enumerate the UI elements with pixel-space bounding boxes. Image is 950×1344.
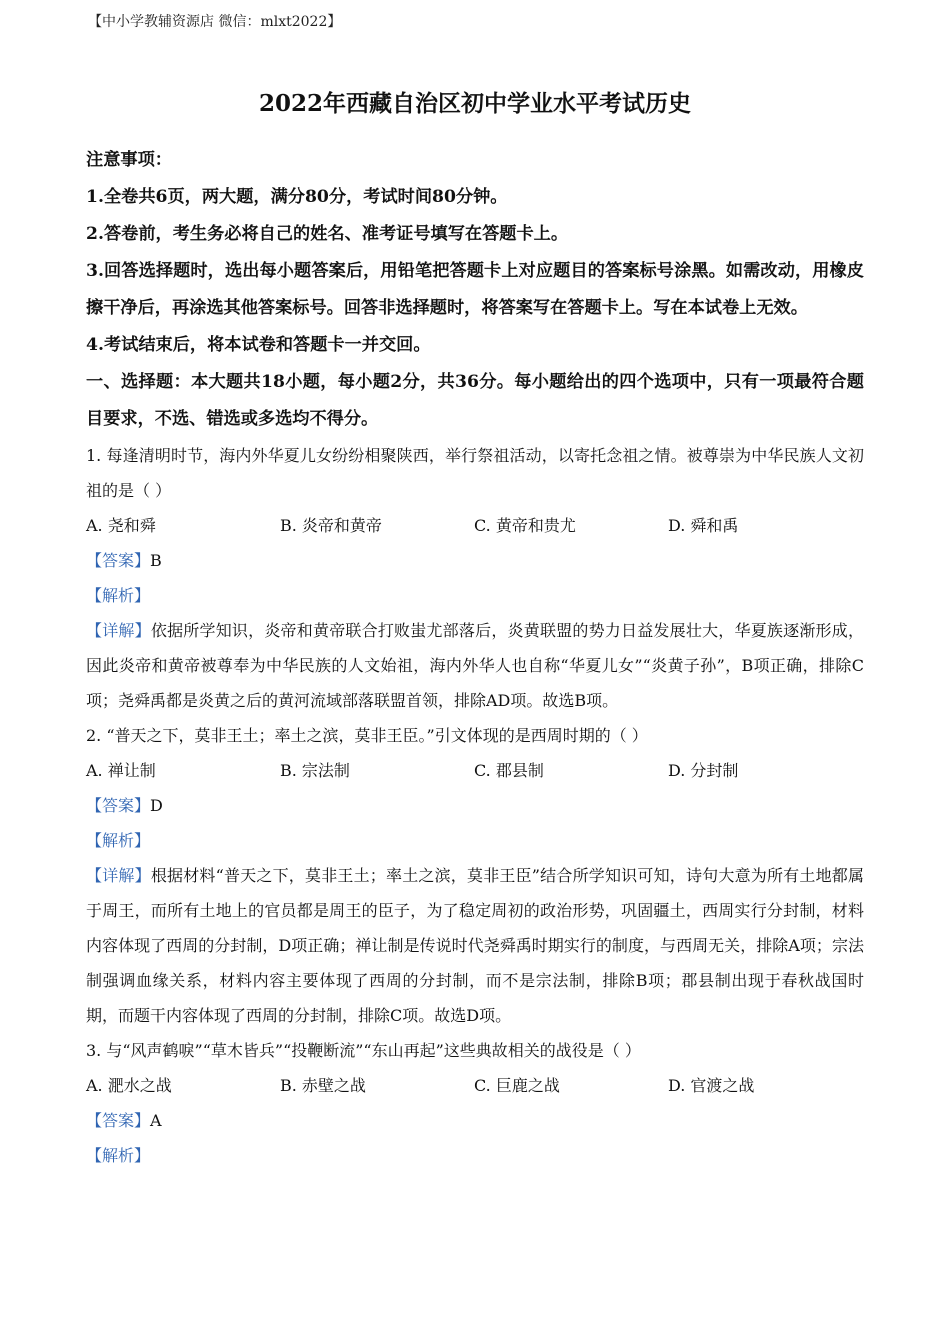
answer-value: B — [150, 551, 162, 570]
question-3-option-a: A. 淝水之战 — [86, 1076, 172, 1095]
answer-value: A — [150, 1111, 162, 1130]
section-1-heading: 一、选择题：本大题共18小题，每小题2分，共36分。每小题给出的四个选项中，只有一项最符合题目要求，不选、错选或多选均不得分。 — [86, 372, 864, 429]
question-2-stem: 2. “普天之下，莫非王土；率土之滨，莫非王臣。”引文体现的是西周时期的（ ） — [86, 726, 648, 745]
answer-label: 【答案】 — [86, 551, 151, 570]
header-note: 【中小学教辅资源店 微信：mlxt2022】 — [88, 14, 342, 30]
page-title: 2022年西藏自治区初中学业水平考试历史 — [258, 90, 691, 117]
detail-text: 根据材料“普天之下，莫非王土；率土之滨，莫非王臣”结合所学知识可知，诗句大意为所有土地都属于周王，而所有土地上的官员都是周王的臣子，为了稳定周初的政治形势，巩固疆土，西周实行分封制，材料内容体现了西周的分封制，D项正确；禅让制是传说时代尧舜禹时期实行的制度，与西周无关，排除A项；宗法制强调血缘关系，材料内容主要体现了西周的分封制，而不是宗法制，排除B项；郡县制出现于春秋战国时期，而题干内容体现了西周的分封制，排除C项。故选D项。 — [86, 866, 864, 1025]
question-1-analysis-label: 【解析】 — [86, 586, 151, 605]
question-2-detail — [86, 858, 864, 1033]
question-3-option-c: C. 巨鹿之战 — [474, 1076, 560, 1095]
note-4: 4.考试结束后，将本试卷和答题卡一并交回。 — [86, 335, 431, 355]
question-2-option-c: C. 郡县制 — [474, 761, 544, 780]
document-body — [86, 142, 864, 1173]
question-1-option-a: A. 尧和舜 — [86, 516, 156, 535]
question-3-stem: 3. 与“风声鹤唳”“草木皆兵”“投鞭断流”“东山再起”这些典故相关的战役是（ ） — [86, 1041, 641, 1060]
notes-heading: 注意事项： — [86, 150, 172, 170]
question-2-analysis-label: 【解析】 — [86, 831, 151, 850]
note-1: 1.全卷共6页，两大题，满分80分，考试时间80分钟。 — [86, 187, 508, 207]
question-3-option-b: B. 赤壁之战 — [280, 1076, 366, 1095]
note-3: 3.回答选择题时，选出每小题答案后，用铅笔把答题卡上对应题目的答案标号涂黑。如需改动，用橡皮擦干净后，再涂选其他答案标号。回答非选择题时，将答案写在答题卡上。写在本试卷上无效。 — [86, 261, 864, 318]
question-2-answer — [86, 788, 864, 823]
detail-label: 【详解】 — [86, 866, 151, 885]
question-1-stem: 1. 每逢清明时节，海内外华夏儿女纷纷相聚陕西，举行祭祖活动，以寄托念祖之情。被尊崇为中华民族人文初祖的是（ ） — [86, 446, 864, 500]
question-2-options — [86, 753, 864, 788]
question-1-detail — [86, 613, 864, 718]
question-3-options — [86, 1068, 864, 1103]
question-3-analysis-label: 【解析】 — [86, 1146, 151, 1165]
answer-value: D — [150, 796, 163, 815]
question-1-option-b: B. 炎帝和黄帝 — [280, 516, 382, 535]
question-1-answer — [86, 543, 864, 578]
detail-text: 依据所学知识，炎帝和黄帝联合打败蚩尤部落后，炎黄联盟的势力日益发展壮大，华夏族逐渐形成，因此炎帝和黄帝被尊奉为中华民族的人文始祖，海内外华人也自称“华夏儿女”“炎黄子孙”，B项正确，排除C项；尧舜禹都是炎黄之后的黄河流域部落联盟首领，排除AD项。故选B项。 — [86, 621, 864, 710]
question-1-option-c: C. 黄帝和贵尤 — [474, 516, 576, 535]
answer-label: 【答案】 — [86, 1111, 151, 1130]
question-2-option-b: B. 宗法制 — [280, 761, 350, 780]
detail-label: 【详解】 — [86, 621, 151, 640]
question-1-options — [86, 508, 864, 543]
question-1-option-d: D. 舜和禹 — [668, 516, 739, 535]
question-2-option-d: D. 分封制 — [668, 761, 739, 780]
question-3-answer — [86, 1103, 864, 1138]
question-3-option-d: D. 官渡之战 — [668, 1076, 755, 1095]
answer-label: 【答案】 — [86, 796, 151, 815]
question-2-option-a: A. 禅让制 — [86, 761, 156, 780]
note-2: 2.答卷前，考生务必将自己的姓名、准考证号填写在答题卡上。 — [86, 224, 569, 244]
